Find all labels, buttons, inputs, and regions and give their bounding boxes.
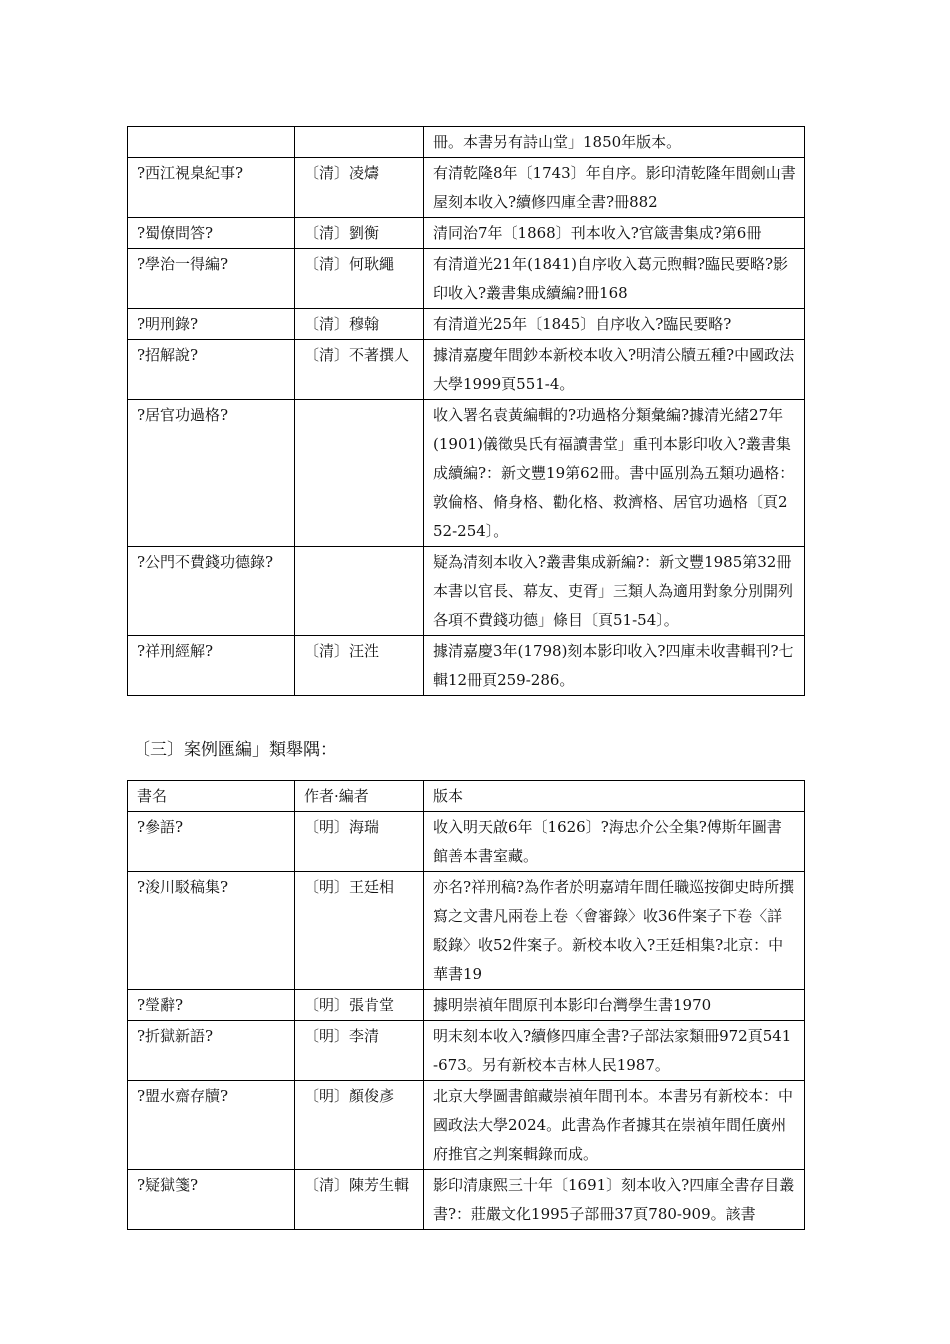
book-title-cell: ?招解說? bbox=[128, 340, 295, 400]
edition-cell: 明末刻本收入?續修四庫全書?子部法家類冊972頁541-673。另有新校本吉林人民1987。 bbox=[424, 1021, 805, 1081]
author-cell: 〔清〕劉衡 bbox=[295, 218, 424, 249]
book-title-cell: ?學治一得編? bbox=[128, 249, 295, 309]
author-cell bbox=[295, 547, 424, 636]
author-cell: 〔明〕海瑞 bbox=[295, 812, 424, 872]
author-cell: 〔清〕何耿繩 bbox=[295, 249, 424, 309]
table-row bbox=[128, 872, 805, 990]
author-cell: 〔清〕凌燽 bbox=[295, 158, 424, 218]
table-row bbox=[128, 1081, 805, 1170]
book-title-cell: ?瑩辭? bbox=[128, 990, 295, 1021]
edition-cell: 據明崇禎年間原刊本影印台灣學生書1970 bbox=[424, 990, 805, 1021]
book-title-cell: ?明刑錄? bbox=[128, 309, 295, 340]
table-row bbox=[128, 309, 805, 340]
table-row bbox=[128, 158, 805, 218]
table-row bbox=[128, 218, 805, 249]
table-row bbox=[128, 990, 805, 1021]
edition-cell: 據清嘉慶3年(1798)刻本影印收入?四庫未收書輯刊?七輯12冊頁259-286。 bbox=[424, 636, 805, 696]
book-title-cell: ?公門不費錢功德錄? bbox=[128, 547, 295, 636]
header-edition: 版本 bbox=[424, 781, 805, 812]
edition-cell: 有清乾隆8年〔1743〕年自序。影印清乾隆年間劍山書屋刻本收入?續修四庫全書?冊882 bbox=[424, 158, 805, 218]
edition-cell: 亦名?祥刑稿?為作者於明嘉靖年間任職巡按御史時所撰寫之文書凡兩卷上卷〈會審錄〉收36件案子下卷〈詳駁錄〉收52件案子。新校本收入?王廷相集?北京：中華書19 bbox=[424, 872, 805, 990]
book-title-cell: ?折獄新語? bbox=[128, 1021, 295, 1081]
edition-cell: 有清道光25年〔1845〕自序收入?臨民要略? bbox=[424, 309, 805, 340]
table-row bbox=[128, 1021, 805, 1081]
author-cell: 〔清〕不著撰人 bbox=[295, 340, 424, 400]
table-row bbox=[128, 249, 805, 309]
author-cell: 〔清〕汪泩 bbox=[295, 636, 424, 696]
book-title-cell bbox=[128, 127, 295, 158]
edition-cell: 據清嘉慶年間鈔本新校本收入?明清公牘五種?中國政法大學1999頁551-4。 bbox=[424, 340, 805, 400]
header-author: 作者·編者 bbox=[295, 781, 424, 812]
table-row bbox=[128, 340, 805, 400]
author-cell: 〔明〕李清 bbox=[295, 1021, 424, 1081]
author-cell bbox=[295, 127, 424, 158]
table-row bbox=[128, 127, 805, 158]
section-heading: 〔三〕案例匯編」類舉隅： bbox=[133, 740, 337, 760]
edition-cell: 疑為清刻本收入?叢書集成新編?：新文豐1985第32冊本書以官長、幕友、吏胥」三類人為適用對象分別開列各項不費錢功德」條目〔頁51-54〕。 bbox=[424, 547, 805, 636]
edition-cell: 有清道光21年(1841)自序收入葛元煦輯?臨民要略?影印收入?叢書集成續編?冊168 bbox=[424, 249, 805, 309]
table-row bbox=[128, 1170, 805, 1230]
book-title-cell: ?居官功過格? bbox=[128, 400, 295, 547]
edition-cell: 收入明天啟6年〔1626〕?海忠介公全集?傅斯年圖書館善本書室藏。 bbox=[424, 812, 805, 872]
edition-cell: 影印清康熙三十年〔1691〕刻本收入?四庫全書存目叢書?：莊嚴文化1995子部冊37頁780-909。該書 bbox=[424, 1170, 805, 1230]
book-title-cell: ?浚川駁稿集? bbox=[128, 872, 295, 990]
book-title-cell: ?盟水齋存牘? bbox=[128, 1081, 295, 1170]
author-cell: 〔清〕穆翰 bbox=[295, 309, 424, 340]
case-compilations-table bbox=[127, 780, 805, 1230]
author-cell: 〔明〕張肯堂 bbox=[295, 990, 424, 1021]
author-cell: 〔明〕王廷相 bbox=[295, 872, 424, 990]
table-row bbox=[128, 547, 805, 636]
book-title-cell: ?參語? bbox=[128, 812, 295, 872]
book-title-cell: ?祥刑經解? bbox=[128, 636, 295, 696]
author-cell: 〔明〕顏俊彥 bbox=[295, 1081, 424, 1170]
book-title-cell: ?疑獄箋? bbox=[128, 1170, 295, 1230]
table-row bbox=[128, 812, 805, 872]
book-title-cell: ?西江視臬紀事? bbox=[128, 158, 295, 218]
edition-cell: 清同治7年〔1868〕刊本收入?官箴書集成?第6冊 bbox=[424, 218, 805, 249]
edition-cell: 北京大學圖書館藏崇禎年間刊本。本書另有新校本：中國政法大學2024。此書為作者據其在崇禎年間任廣州府推官之判案輯錄而成。 bbox=[424, 1081, 805, 1170]
header-title: 書名 bbox=[128, 781, 295, 812]
edition-cell: 收入署名袁黃編輯的?功過格分類彙編?據清光緒27年(1901)儀徵吳氏有福讀書堂」重刊本影印收入?叢書集成續編?：新文豐19第62冊。書中區別為五類功過格：敦倫格、脩身格、勸化格、救濟格、居官功過格〔頁252-254〕。 bbox=[424, 400, 805, 547]
table-row bbox=[128, 400, 805, 547]
editions-table-continued bbox=[127, 126, 805, 696]
author-cell bbox=[295, 400, 424, 547]
edition-cell: 冊。本書另有詩山堂」1850年版本。 bbox=[424, 127, 805, 158]
author-cell: 〔清〕陳芳生輯 bbox=[295, 1170, 424, 1230]
table-header-row bbox=[128, 781, 805, 812]
table-row bbox=[128, 636, 805, 696]
book-title-cell: ?蜀僚問答? bbox=[128, 218, 295, 249]
